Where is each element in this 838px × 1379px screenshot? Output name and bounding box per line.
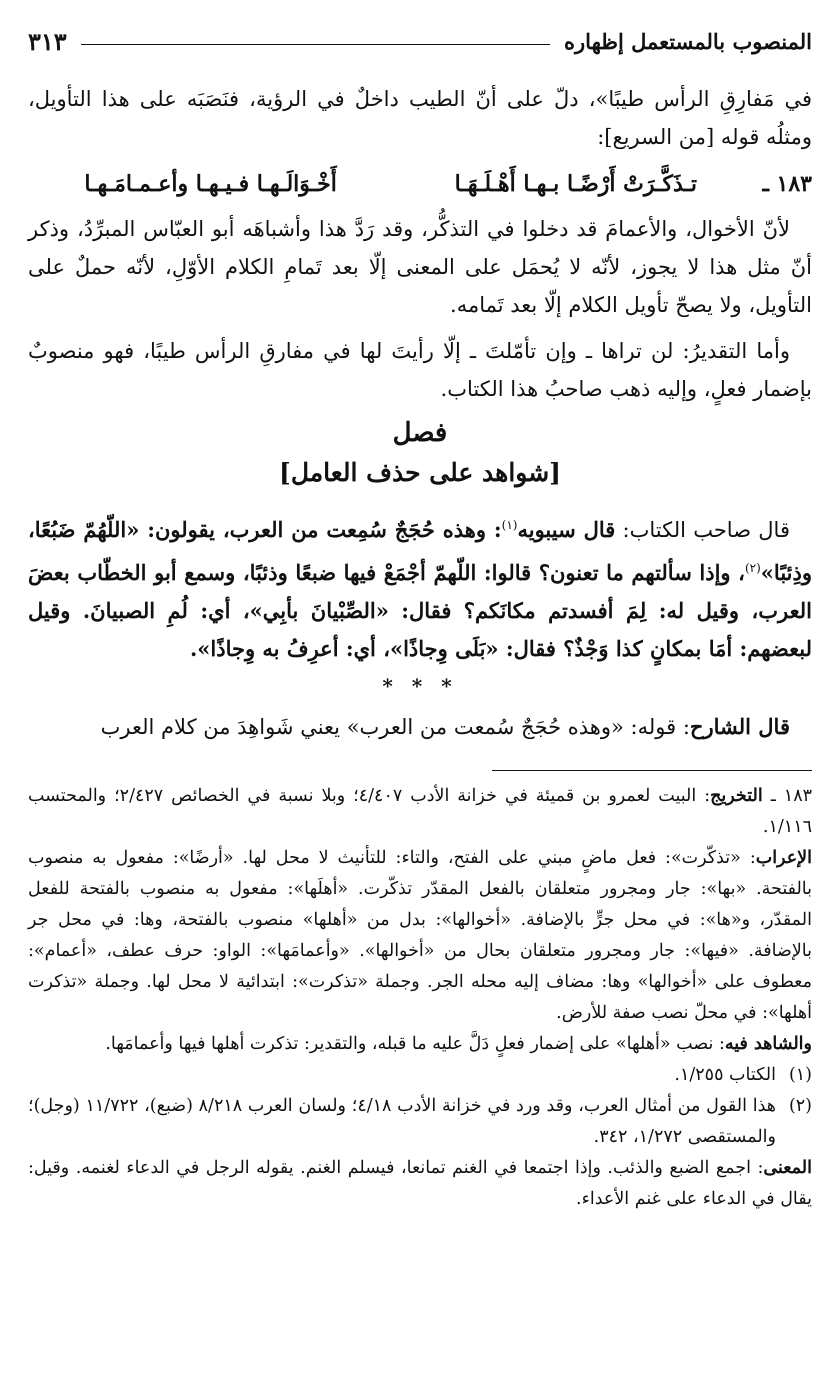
section-title: فصل — [392, 418, 448, 448]
note-text: : اجمع الضبع والذئب. وإذا اجتمعا في الغنم تمانعا، فيسلم الغنم. يقوله الرجل في الدعاء لغنمه. وقيل: يقال في الدعاء على غنم الأعداء. — [28, 1158, 812, 1209]
header-rule — [81, 44, 550, 45]
intro-paragraph: في مَفارِقِ الرأس طيبًا»، دلّ على أنّ الطيب داخلٌ في الرؤية، فنَصَبَه على هذا التأويل، ومثلُه قوله [من السريع]: — [28, 87, 812, 149]
author-bold-c: ، وإذا سألتهم ما تعنون؟ قالوا: اللّهمّ أجْمَعْ فيها ضبعًا وذئبًا، وسمع أبو الخطّاب بعضَ العرب، وقيل له: لِمَ أفسدتم مكانَكم؟ فقال: «الصِّبْيانَ بأبِي»، أي: لُمِ الصبيانَ. وقيل لبعضهم: أمَا بمكانٍ كذا وَجْذٌ؟ فقال: «بَلَى وِجاذًا»، أي: أعرِفُ به وِجاذًا». — [28, 560, 812, 661]
note-text: : «تذكّرت»: فعل ماضٍ مبني على الفتح، والتاء: للتأنيث لا محل لها. «أرضًا»: مفعول به منصوب بالفتحة. «بها»: جار ومجرور متعلقان بالفعل المقدّر تذكّرت. «أهلَها»: مفعول به منصوب بالفتحة للفعل المقدّر، و«ها»: في محل جرٍّ بالإضافة. «أخوالها»: بدل من «أهلها» منصوب بالفتحة، وها: في محل جر بالإضافة. «فيها»: جار ومجرور متعلقان بحال من «أخوالها». «وأعمامَها»: الواو: حرف عطف، «أعمام»: معطوف على «أخوالها» وها: مضاف إليه محله الجر. وجملة «تذكرت»: ابتدائية لا محل لها. وجملة «تذكرت أهلها»: في محلّ نصب صفة للأرض. — [28, 848, 812, 1023]
body-paragraph: وأما التقديرُ: لن تراها ـ وإن تأمّلتَ ـ إلّا رأيتَ لها في مفارقِ الرأس طيبًا، فهو منصوبٌ بإضمار فعلٍ، وإليه ذهب صاحبُ هذا الكتاب. — [28, 339, 812, 401]
note-label: التخريج — [710, 786, 763, 806]
note-label: المعنى — [763, 1158, 812, 1178]
note-maana — [28, 1153, 812, 1215]
footnote-ref[interactable]: (٢) — [744, 561, 761, 575]
verse-hemistich-second: أَخْـوَالَـهـا فـيـهـا وأعـمـامَـهـا — [84, 171, 337, 197]
footnote-number: (١) — [788, 1065, 812, 1085]
note-takhrij — [28, 781, 812, 843]
body-paragraph: لأنّ الأخوال، والأعمامَ قد دخلوا في التذكُّر، وقد رَدَّ هذا وأشباهَه أبو العبّاس المبرِّدُ، وذكر أنّ مثل هذا لا يجوز، لأنّه لا يُحمَل على المعنى إلّا بعد تَمامِ الكلام الأوّلِ، لأنّه حملٌ على التأويل، ولا يصحّ تأويل الكلام إلّا بعد تَمامه. — [28, 217, 812, 317]
note-text: : نصب «أهلها» على إضمار فعلٍ دَلَّ عليه ما قبله، والتقدير: تذكرت أهلها فيها وأعمامَها. — [105, 1034, 725, 1054]
verse-hemistich-first: تـذَكَّـرَتْ أَرْضًـا بـهـا أَهْـلَـهَـا — [454, 171, 698, 197]
commentary-label: قال الشارح — [689, 714, 790, 739]
note-text: : البيت لعمرو بن قميئة في خزانة الأدب ٤/٤٠٧؛ وبلا نسبة في الخصائص ٢/٤٢٧؛ والمحتسب ١/١١٦. — [28, 786, 812, 837]
author-bold-a: قال سيبويه — [517, 517, 616, 542]
note-number: ١٨٣ ـ — [770, 786, 812, 806]
author-text — [28, 506, 812, 668]
commentary-paragraph — [28, 708, 812, 746]
footnote-number: (٢) — [788, 1096, 812, 1116]
page-number: ٣١٣ — [28, 26, 67, 56]
section-subtitle: [شواهد على حذف العامل] — [279, 458, 561, 487]
separator-stars: * * * — [382, 674, 458, 698]
note-irab — [28, 843, 812, 1029]
verse-line — [28, 162, 812, 206]
note-label: والشاهد فيه — [724, 1034, 812, 1054]
footnote-ref[interactable]: (١) — [501, 518, 518, 532]
note-label: الإعراب — [755, 848, 812, 868]
footnote-text: هذا القول من أمثال العرب، وقد ورد في خزانة الأدب ٤/١٨؛ ولسان العرب ٨/٢١٨ (ضبع)، ١١/٧٢٢ (وجل)؛ والمستقصى ١/٢٧٢، ٣٤٢. — [28, 1096, 776, 1147]
commentary-text: : قوله: «وهذه حُجَجٌ سُمعت من العرب» يعني شَواهِدَ من كلام العرب — [100, 715, 690, 739]
author-bold-b: : وهذه حُجَجٌ سُمِعت من العرب، يقولون: «اللّهُمّ ضَبُعًا، وذِئبًا» — [28, 517, 812, 585]
page — [28, 18, 812, 1215]
verse-number: ١٨٣ ـ — [762, 171, 812, 197]
footnote-2 — [28, 1091, 812, 1153]
footnote-1 — [28, 1060, 812, 1091]
author-intro: قال صاحب الكتاب: — [615, 518, 790, 542]
note-shahid — [28, 1029, 812, 1060]
footnote-text: الكتاب ١/٢٥٥. — [674, 1065, 776, 1085]
running-title: المنصوب بالمستعمل إظهاره — [564, 28, 812, 54]
footnote-separator — [492, 770, 812, 771]
running-header — [28, 18, 812, 64]
